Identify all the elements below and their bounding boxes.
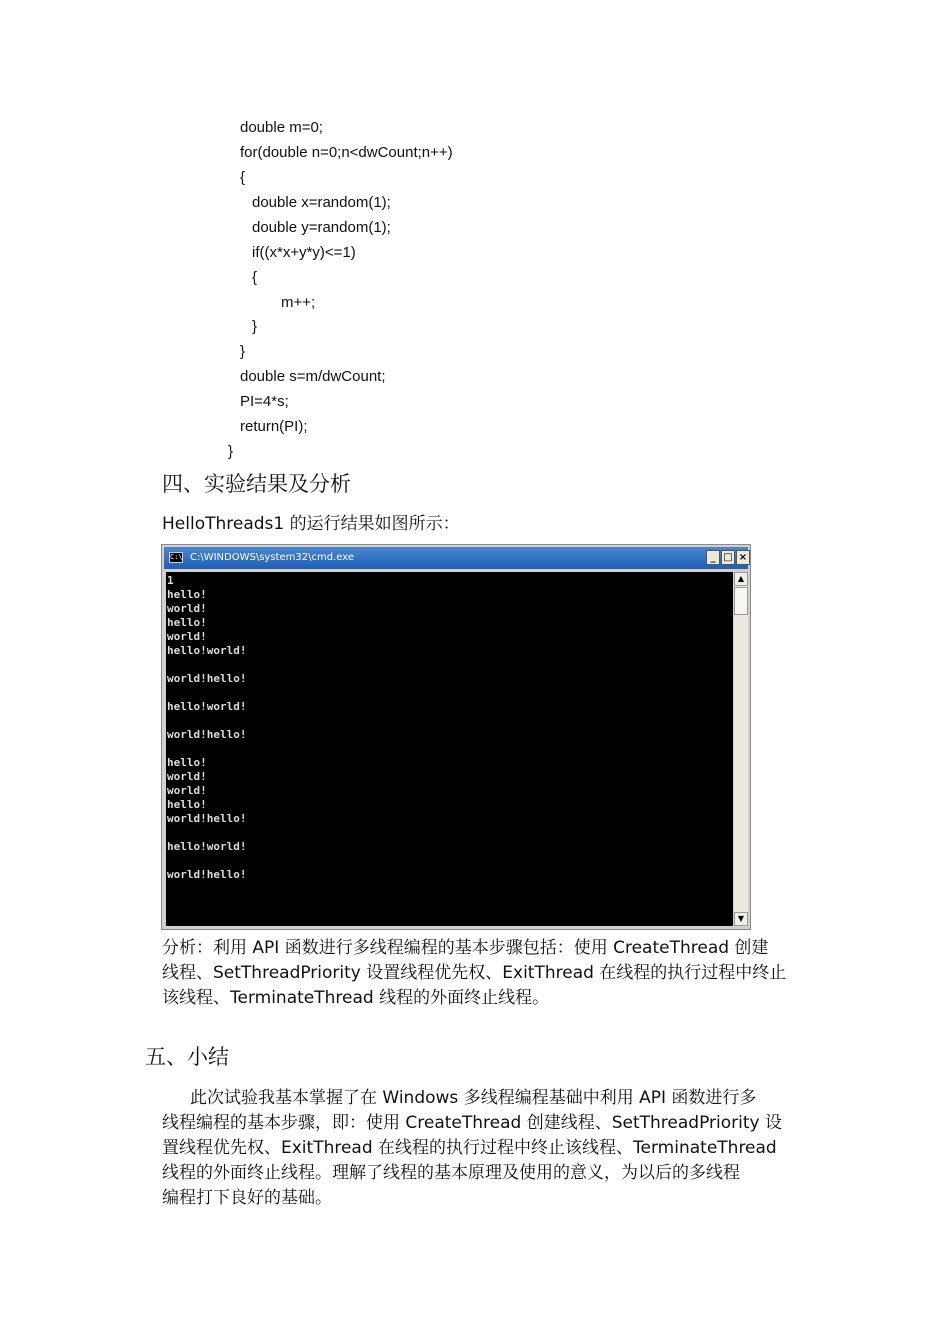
cmd-output-line: hello!world! xyxy=(167,700,247,713)
cmd-output-line: world!hello! xyxy=(167,728,247,741)
cmd-output-line: world! xyxy=(167,630,207,643)
code-line: return(PI); xyxy=(240,418,308,435)
cmd-output-line: hello! xyxy=(167,798,207,811)
code-line: double m=0; xyxy=(240,119,323,136)
analysis-line: 该线程、TerminateThread 线程的外面终止线程。 xyxy=(162,988,550,1008)
summary-line: 此次试验我基本掌握了在 Windows 多线程编程基础中利用 API 函数进行多 xyxy=(190,1088,757,1108)
code-line: { xyxy=(252,269,258,286)
minimize-button[interactable]: _ xyxy=(706,550,720,565)
summary-line: 编程打下良好的基础。 xyxy=(162,1188,332,1208)
code-line: double y=random(1); xyxy=(252,219,391,236)
cmd-window-title: C:\WINDOWS\system32\cmd.exe xyxy=(190,552,354,563)
scroll-down-button[interactable]: ▼ xyxy=(734,912,748,926)
cmd-output-line: hello! xyxy=(167,756,207,769)
cmd-output-line: world! xyxy=(167,602,207,615)
code-line: double x=random(1); xyxy=(252,194,391,211)
cmd-output-line: world! xyxy=(167,784,207,797)
cmd-output-line: hello! xyxy=(167,588,207,601)
results-intro: HelloThreads1 的运行结果如图所示： xyxy=(162,514,460,534)
cmd-output-line: hello!world! xyxy=(167,840,247,853)
cmd-output-line: world!hello! xyxy=(167,868,247,881)
code-line: m++; xyxy=(281,294,316,311)
cmd-output-line: world!hello! xyxy=(167,672,247,685)
scroll-up-button[interactable]: ▲ xyxy=(734,572,748,586)
cmd-output-line: hello!world! xyxy=(167,644,247,657)
code-line: } xyxy=(228,443,234,460)
maximize-button[interactable]: □ xyxy=(721,550,735,565)
summary-line: 线程编程的基本步骤，即：使用 CreateThread 创建线程、SetThreadPriority 设 xyxy=(162,1113,783,1133)
section-heading-summary: 五、小结 xyxy=(145,1045,229,1069)
cmd-output-line: hello! xyxy=(167,616,207,629)
code-line: PI=4*s; xyxy=(240,393,289,410)
code-line: if((x*x+y*y)<=1) xyxy=(252,244,356,261)
close-button[interactable]: × xyxy=(736,550,750,565)
scroll-thumb[interactable] xyxy=(734,587,748,615)
cmd-output-line: world! xyxy=(167,770,207,783)
analysis-line: 线程、SetThreadPriority 设置线程优先权、ExitThread 在线程的执行过程中终止 xyxy=(162,963,787,983)
cmd-icon: C:\ xyxy=(170,553,183,561)
cmd-scrollbar[interactable] xyxy=(734,572,748,926)
section-heading-results: 四、实验结果及分析 xyxy=(162,472,351,496)
analysis-line: 分析：利用 API 函数进行多线程编程的基本步骤包括：使用 CreateThread 创建 xyxy=(162,938,769,958)
code-line: { xyxy=(240,169,246,186)
code-line: for(double n=0;n<dwCount;n++) xyxy=(240,144,453,161)
cmd-output-line: 1 xyxy=(167,574,174,587)
cmd-output-line: world!hello! xyxy=(167,812,247,825)
summary-line: 置线程优先权、ExitThread 在线程的执行过程中终止该线程、TerminateThread xyxy=(162,1138,777,1158)
code-line: } xyxy=(252,318,258,335)
code-line: double s=m/dwCount; xyxy=(240,368,386,385)
cmd-title-bar xyxy=(164,547,748,569)
code-line: } xyxy=(240,343,246,360)
cmd-output-area xyxy=(166,572,733,926)
summary-line: 线程的外面终止线程。理解了线程的基本原理及使用的意义，为以后的多线程 xyxy=(162,1163,740,1183)
cmd-window xyxy=(161,544,751,930)
